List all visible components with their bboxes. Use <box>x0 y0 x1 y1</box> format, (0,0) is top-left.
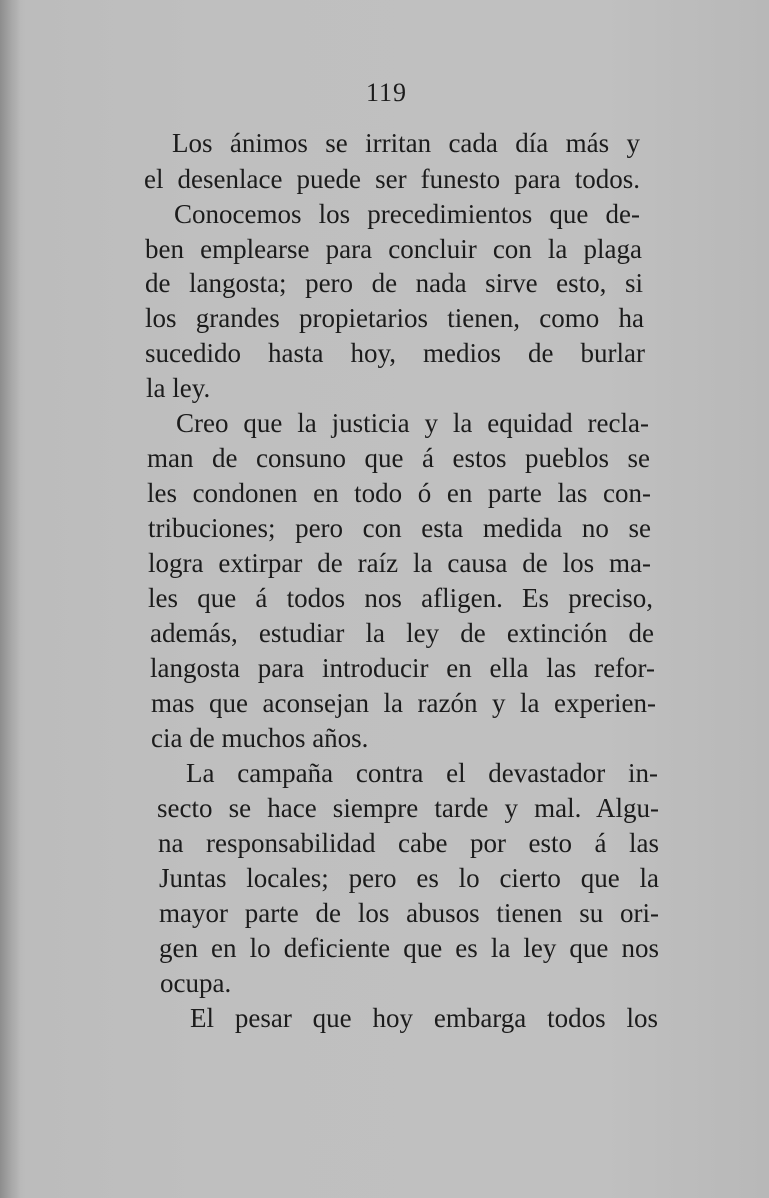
text-line: además, estudiar la ley de extinción de <box>150 618 654 648</box>
text-line: mas que aconsejan la razón y la experien- <box>151 688 656 718</box>
text-line: los grandes propietarios tienen, como ha <box>145 303 644 333</box>
text-line: secto se hace siempre tarde y mal. Algu- <box>157 793 659 823</box>
text-line: tribuciones; pero con esta medida no se <box>148 513 651 543</box>
text-line: La campaña contra el devastador in- <box>186 758 658 788</box>
text-line: El pesar que hoy embarga todos los <box>190 1003 658 1033</box>
text-line: gen en lo deficiente que es la ley que nos <box>159 933 659 963</box>
text-line: logra extirpar de raíz la causa de los ma- <box>148 548 651 578</box>
text-line: Los ánimos se irritan cada día más y <box>172 128 640 158</box>
text-line: Creo que la justicia y la equidad recla- <box>176 408 649 438</box>
text-line: ocupa. <box>160 968 232 998</box>
text-line: la ley. <box>146 373 211 403</box>
text-line: mayor parte de los abusos tienen su ori- <box>159 898 659 928</box>
page-gutter-shadow <box>0 0 20 1198</box>
page-number: 119 <box>366 78 408 107</box>
text-line: na responsabilidad cabe por esto á las <box>158 828 659 858</box>
text-line: sucedido hasta hoy, medios de burlar <box>145 338 645 368</box>
text-line: les que á todos nos afligen. Es preciso, <box>148 583 653 613</box>
text-line: Juntas locales; pero es lo cierto que la <box>159 863 659 893</box>
text-line: langosta para introducir en ella las refor- <box>150 653 655 683</box>
text-line: ben emplearse para concluir con la plaga <box>145 234 642 264</box>
text-line: el desenlace puede ser funesto para todos. <box>144 164 640 194</box>
text-line: de langosta; pero de nada sirve esto, si <box>145 268 643 298</box>
text-line: cia de muchos años. <box>151 723 369 753</box>
text-line: man de consuno que á estos pueblos se <box>147 443 650 473</box>
text-line: les condonen en todo ó en parte las con- <box>147 478 651 508</box>
text-line: Conocemos los precedimientos que de- <box>174 199 640 229</box>
